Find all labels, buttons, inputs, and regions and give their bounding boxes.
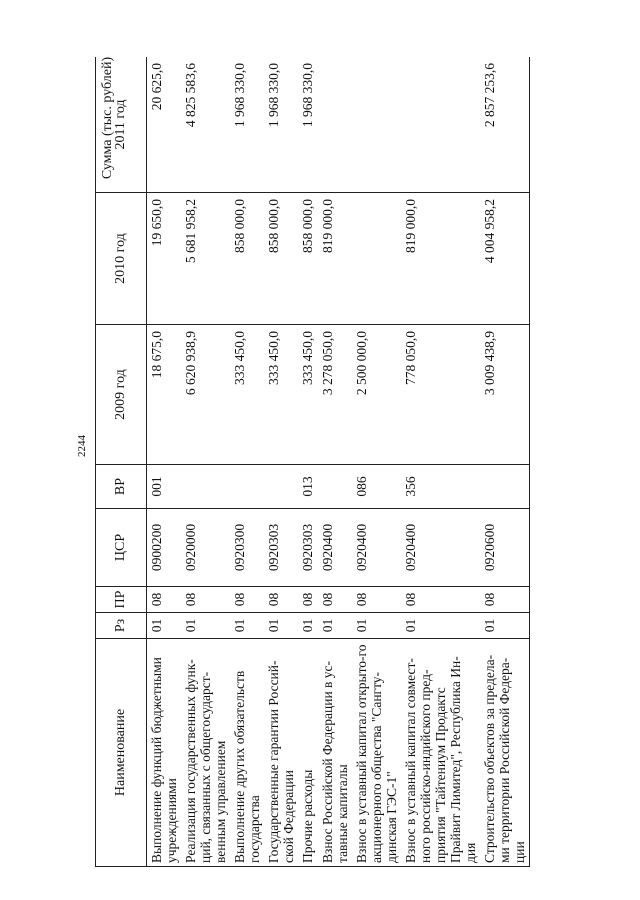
row-2010: 819 000,0	[318, 193, 352, 325]
row-name: Прочие расходы	[298, 639, 318, 867]
row-name: Строительство объектов за предела-ми территории Российской Федера-ции	[480, 639, 530, 867]
budget-table	[95, 57, 530, 867]
row-vr	[264, 465, 298, 509]
row-2011	[401, 57, 480, 193]
row-2010: 4 004 958,2	[480, 193, 530, 325]
row-pr: 08	[264, 587, 298, 613]
row-pr: 08	[298, 587, 318, 613]
row-2010: 858 000,0	[264, 193, 298, 325]
row-csr: 0920303	[298, 509, 318, 587]
row-2011	[352, 57, 401, 193]
row-name: Взнос Российской Федерации в ус-тавные капиталы	[318, 639, 352, 867]
header-rz: Рз	[96, 613, 147, 639]
row-vr	[480, 465, 530, 509]
row-pr: 08	[181, 587, 230, 613]
row-name: Взнос в уставный капитал открыто-го акционерного общества "Сангту-динская ГЭС-1"	[352, 639, 401, 867]
header-2011: 2011 год	[96, 57, 147, 193]
row-vr	[181, 465, 230, 509]
table-row	[352, 57, 401, 867]
row-vr: 356	[401, 465, 480, 509]
row-csr: 0920400	[352, 509, 401, 587]
row-rz: 01	[230, 613, 264, 639]
row-name: Государственные гарантии Россий-ской Федерации	[264, 639, 298, 867]
row-2011: 20 625,0	[147, 57, 182, 193]
row-2010: 19 650,0	[147, 193, 182, 325]
row-2011: 4 825 583,6	[181, 57, 230, 193]
row-2010: 819 000,0	[401, 193, 480, 325]
row-2009: 18 675,0	[147, 325, 182, 465]
row-name: Выполнение других обязательств государства	[230, 639, 264, 867]
table-header-row	[96, 57, 147, 867]
row-2010: 858 000,0	[230, 193, 264, 325]
row-rz: 01	[318, 613, 352, 639]
row-2009: 2 500 000,0	[352, 325, 401, 465]
table-row	[147, 57, 182, 867]
row-2011: 1 968 330,0	[230, 57, 264, 193]
row-vr	[230, 465, 264, 509]
header-vr: ВР	[96, 465, 147, 509]
header-pr: ПР	[96, 587, 147, 613]
row-vr: 013	[298, 465, 318, 509]
row-pr: 08	[401, 587, 480, 613]
header-name: Наименование	[96, 639, 147, 867]
row-rz: 01	[147, 613, 182, 639]
row-2009: 333 450,0	[298, 325, 318, 465]
row-2010: 858 000,0	[298, 193, 318, 325]
rotated-table-container	[95, 57, 545, 867]
row-2009: 6 620 938,9	[181, 325, 230, 465]
table-row	[480, 57, 530, 867]
row-vr	[318, 465, 352, 509]
row-vr: 086	[352, 465, 401, 509]
row-2009: 3 009 438,9	[480, 325, 530, 465]
row-csr: 0920000	[181, 509, 230, 587]
table-row	[318, 57, 352, 867]
row-pr: 08	[230, 587, 264, 613]
row-csr: 0920600	[480, 509, 530, 587]
row-2011	[318, 57, 352, 193]
row-pr: 08	[352, 587, 401, 613]
row-name: Взнос в уставный капитал совмест-ного российско-индийского пред-приятия "Тайтениум Продактс Прайвит Лимитед", Республика Ин-дия	[401, 639, 480, 867]
row-2010: 5 681 958,2	[181, 193, 230, 325]
row-csr: 0920400	[401, 509, 480, 587]
row-2011: 1 968 330,0	[298, 57, 318, 193]
row-name: Реализация государственных функ-ций, связанных с общегосударст-венным управлением	[181, 639, 230, 867]
row-2009: 3 278 050,0	[318, 325, 352, 465]
row-pr: 08	[147, 587, 182, 613]
row-2009: 778 050,0	[401, 325, 480, 465]
table-row	[298, 57, 318, 867]
row-2011: 1 968 330,0	[264, 57, 298, 193]
row-2010	[352, 193, 401, 325]
header-2010: 2010 год	[96, 193, 147, 325]
header-csr: ЦСР	[96, 509, 147, 587]
table-row	[401, 57, 480, 867]
row-vr: 001	[147, 465, 182, 509]
row-pr: 08	[318, 587, 352, 613]
table-row	[264, 57, 298, 867]
table-row	[181, 57, 230, 867]
table-row	[230, 57, 264, 867]
row-2009: 333 450,0	[264, 325, 298, 465]
row-name: Выполнение функций бюджетными учреждениями	[147, 639, 182, 867]
row-rz: 01	[480, 613, 530, 639]
row-rz: 01	[401, 613, 480, 639]
row-csr: 0920400	[318, 509, 352, 587]
page-number: 2244	[76, 435, 88, 457]
row-2009: 333 450,0	[230, 325, 264, 465]
row-rz: 01	[298, 613, 318, 639]
row-rz: 01	[352, 613, 401, 639]
row-csr: 0920303	[264, 509, 298, 587]
units-label: Сумма (тыс. рублей)	[100, 56, 115, 180]
row-csr: 0900200	[147, 509, 182, 587]
row-rz: 01	[181, 613, 230, 639]
rotated-table-frame	[95, 57, 545, 867]
row-rz: 01	[264, 613, 298, 639]
header-2009: 2009 год	[96, 325, 147, 465]
row-2011: 2 857 253,6	[480, 57, 530, 193]
row-csr: 0920300	[230, 509, 264, 587]
row-pr: 08	[480, 587, 530, 613]
